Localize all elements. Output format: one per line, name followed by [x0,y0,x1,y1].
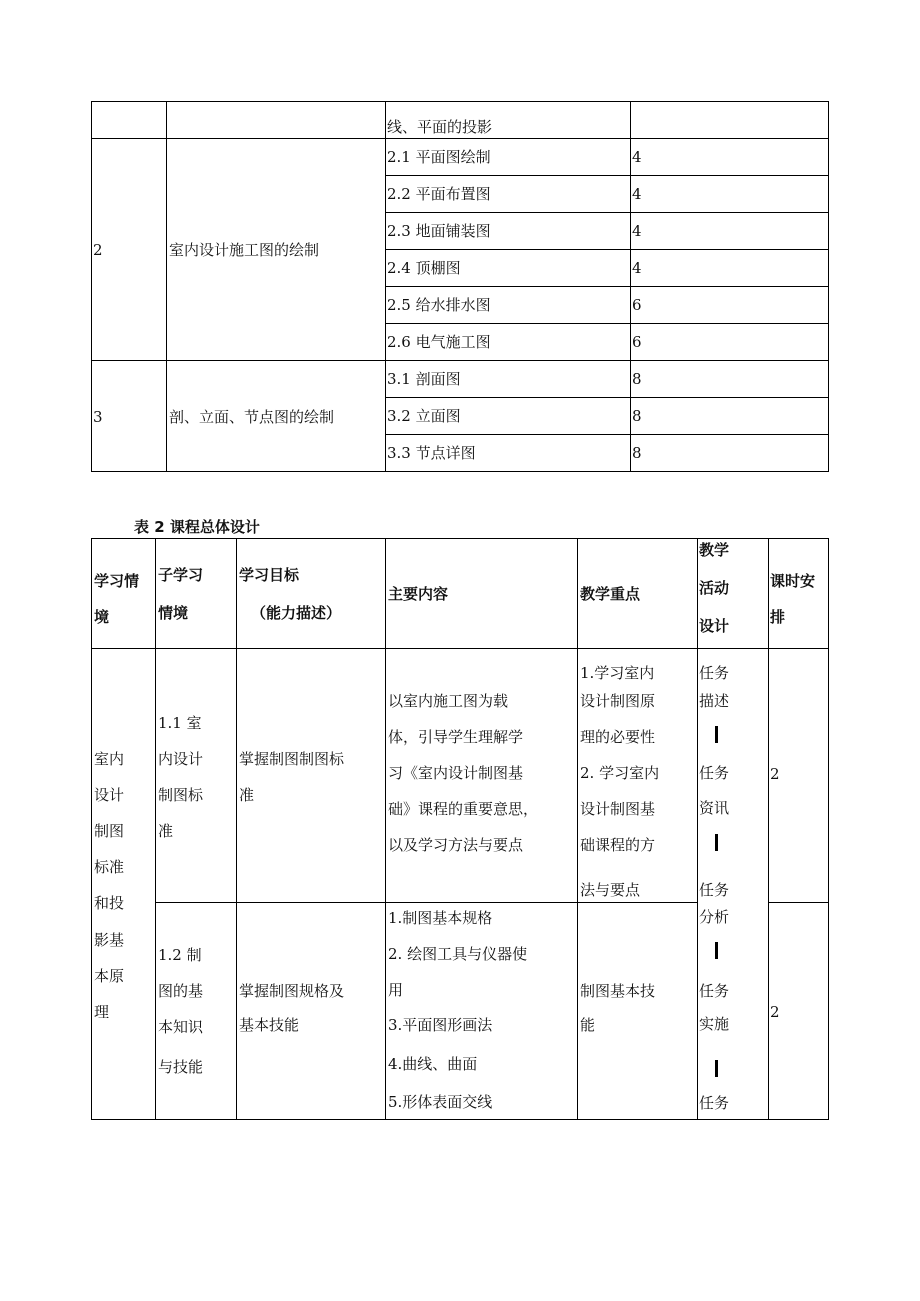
header-content: 主要内容 [388,585,449,603]
content-text: 础》课程的重要意思， [388,800,539,818]
table2-caption: 表 2 课程总体设计 [134,518,260,536]
header-goal: 学习目标 [239,566,300,584]
sub-situation-text: 图的基 [158,982,204,1000]
focus-text: 法与要点 [580,881,641,899]
activity-text: 资讯 [699,799,730,817]
content-text: 以室内施工图为载 [388,692,509,710]
focus-text: 能 [580,1016,596,1034]
content-text: 4.曲线、曲面 [388,1055,478,1073]
table1-row-hours: 8 [632,370,642,388]
hours-value: 2 [770,765,780,783]
header-activity: 教学 [699,541,730,559]
header-hours: 排 [770,608,786,626]
header-hours: 课时安 [770,572,816,590]
goal-text: 掌握制图规格及 [239,982,345,1000]
focus-text: 设计制图原 [580,692,656,710]
table1-row-content: 3.1 剖面图 [387,370,461,388]
content-text: 2. 绘图工具与仪器使 [388,945,528,963]
goal-text: 基本技能 [239,1016,300,1034]
table1-row-hours: 8 [632,407,642,425]
content-text: 5.形体表面交线 [388,1093,493,1111]
situation-text: 本原 [94,967,125,985]
content-text: 体，引导学生理解学 [388,728,524,746]
sub-situation-text: 1.1 室 [158,714,202,732]
sub-situation-text: 与技能 [158,1058,204,1076]
activity-text: 任务 [699,1094,730,1112]
header-situation: 境 [94,608,110,626]
hours-value: 2 [770,1003,780,1021]
table1-row-hours: 4 [632,222,642,240]
sub-situation-text: 本知识 [158,1018,204,1036]
sub-situation-text: 制图标 [158,786,204,804]
table1-row-content: 2.2 平面布置图 [387,185,491,203]
table1-row-hours: 8 [632,444,642,462]
table1-group-title: 剖、立面、节点图的绘制 [169,408,335,426]
content-text: 以及学习方法与要点 [388,836,524,854]
table1-row-content: 3.2 立面图 [387,407,461,425]
header-situation: 学习情 [94,572,140,590]
focus-text: 2. 学习室内 [580,764,660,782]
activity-text: 任务 [699,881,730,899]
header-activity: 设计 [699,617,730,635]
content-text: 用 [388,981,404,999]
header-activity: 活动 [699,579,730,597]
focus-text: 1.学习室内 [580,664,655,682]
situation-text: 和投 [94,894,125,912]
table1-row-content: 2.4 顶棚图 [387,259,461,277]
flow-bar-icon [715,726,718,743]
situation-text: 设计 [94,786,125,804]
situation-text: 制图 [94,822,125,840]
focus-text: 制图基本技 [580,982,656,1000]
table1-row-content: 2.6 电气施工图 [387,333,491,351]
table1-row-hours: 4 [632,148,642,166]
flow-bar-icon [715,942,718,959]
activity-text: 任务 [699,664,730,682]
content-text: 1.制图基本规格 [388,909,493,927]
table1-group-num: 3 [93,408,103,426]
header-focus: 教学重点 [580,585,641,603]
table1-row-hours: 4 [632,185,642,203]
focus-text: 础课程的方 [580,836,656,854]
focus-text: 理的必要性 [580,728,656,746]
flow-bar-icon [715,1060,718,1077]
flow-bar-icon [715,834,718,851]
table1-row-content: 3.3 节点详图 [387,444,476,462]
sub-situation-text: 内设计 [158,750,204,768]
goal-text: 准 [239,786,255,804]
table1-row-content: 2.3 地面铺装图 [387,222,491,240]
table1-top-content: 线、平面的投影 [387,118,493,136]
table1-group-title: 室内设计施工图的绘制 [169,241,320,259]
table1-group-num: 2 [93,241,103,259]
activity-text: 任务 [699,764,730,782]
table1-row-hours: 6 [632,333,642,351]
table1-row-content: 2.5 给水排水图 [387,296,491,314]
table1-row-hours: 6 [632,296,642,314]
table1-row-hours: 4 [632,259,642,277]
activity-text: 实施 [699,1015,730,1033]
focus-text: 设计制图基 [580,800,656,818]
content-text: 3.平面图形画法 [388,1016,493,1034]
situation-text: 影基 [94,931,125,949]
header-sub-situation: 子学习 [158,566,204,584]
goal-text: 掌握制图制图标 [239,750,345,768]
header-goal: （能力描述） [251,604,342,622]
situation-text: 室内 [94,750,125,768]
sub-situation-text: 1.2 制 [158,946,202,964]
activity-text: 分析 [699,908,730,926]
content-text: 习《室内设计制图基 [388,764,524,782]
situation-text: 标准 [94,858,125,876]
sub-situation-text: 准 [158,822,174,840]
activity-text: 任务 [699,982,730,1000]
table1-row-content: 2.1 平面图绘制 [387,148,491,166]
activity-text: 描述 [699,692,730,710]
header-sub-situation: 情境 [158,604,189,622]
situation-text: 理 [94,1003,110,1021]
